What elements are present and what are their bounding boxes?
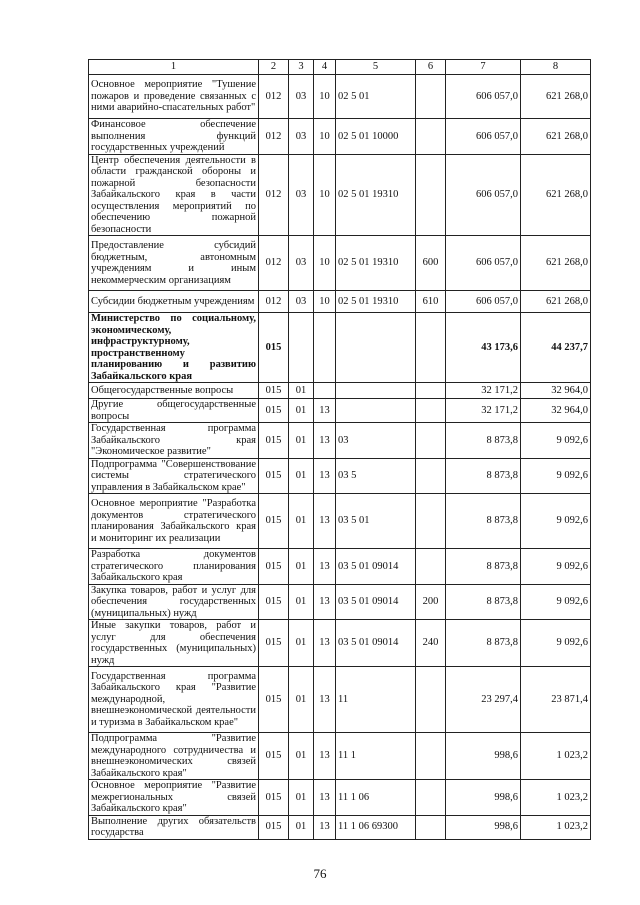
cell-section: 01 [289,494,314,549]
table-body [89,75,591,840]
cell-name: Основное мероприятие "Тушение пожаров и проведение связанных с ними аварийно-спасательных работ" [89,75,259,119]
header-row [89,60,591,75]
cell-section: 03 [289,291,314,313]
table-row [89,620,591,667]
cell-amount-2: 9 092,6 [521,458,591,494]
cell-name: Подпрограмма "Развитие международного сотрудничества и внешнеэкономических связей Забайкальского края" [89,733,259,780]
cell-amount-1: 606 057,0 [446,154,521,236]
cell-section: 01 [289,584,314,620]
cell-subsection: 13 [314,584,336,620]
table-row [89,423,591,459]
cell-subsection: 10 [314,154,336,236]
table-row [89,75,591,119]
cell-amount-1: 8 873,8 [446,584,521,620]
table-row [89,236,591,291]
cell-subsection: 13 [314,667,336,733]
cell-name: Разработка документов стратегического планирования Забайкальского края [89,549,259,585]
cell-subsection: 13 [314,620,336,667]
cell-admin-code: 012 [259,119,289,155]
cell-expense-type [416,549,446,585]
table-row [89,291,591,313]
table-row [89,549,591,585]
cell-name: Подпрограмма "Совершенствование системы стратегического управления в Забайкальском крае" [89,458,259,494]
table-row [89,667,591,733]
cell-section: 03 [289,119,314,155]
cell-section: 01 [289,780,314,816]
table-row [89,458,591,494]
cell-subsection: 13 [314,815,336,839]
cell-section: 01 [289,815,314,839]
table-row [89,154,591,236]
cell-expense-type [416,733,446,780]
cell-section: 01 [289,458,314,494]
cell-target-article [336,399,416,423]
cell-target-article: 11 1 06 69300 [336,815,416,839]
cell-target-article: 02 5 01 19310 [336,154,416,236]
cell-name: Другие общегосударственные вопросы [89,399,259,423]
table-row [89,313,591,383]
cell-section: 01 [289,733,314,780]
cell-subsection: 10 [314,291,336,313]
cell-expense-type [416,667,446,733]
cell-section: 03 [289,236,314,291]
cell-name: Закупка товаров, работ и услуг для обеспечения государственных (муниципальных) нужд [89,584,259,620]
cell-amount-1: 606 057,0 [446,75,521,119]
cell-admin-code: 015 [259,815,289,839]
cell-expense-type [416,458,446,494]
cell-target-article: 02 5 01 10000 [336,119,416,155]
cell-subsection: 13 [314,780,336,816]
cell-amount-2: 9 092,6 [521,549,591,585]
cell-target-article: 03 [336,423,416,459]
cell-target-article: 03 5 01 09014 [336,549,416,585]
cell-target-article: 03 5 [336,458,416,494]
cell-subsection [314,383,336,399]
cell-admin-code: 015 [259,780,289,816]
table-row [89,733,591,780]
cell-admin-code: 012 [259,236,289,291]
cell-subsection: 10 [314,236,336,291]
cell-name: Министерство по социальному, экономическому, инфраструктурному, пространственному планированию и развитию Забайкальского края [89,313,259,383]
cell-admin-code: 015 [259,383,289,399]
cell-name: Центр обеспечения деятельности в области гражданской обороны и пожарной безопасности Забайкальского края в части осуществления мероприятий по обеспечению пожарной безопасности [89,154,259,236]
cell-section: 03 [289,75,314,119]
cell-section [289,313,314,383]
cell-expense-type [416,383,446,399]
cell-target-article: 11 1 [336,733,416,780]
table-row [89,584,591,620]
cell-section: 03 [289,154,314,236]
cell-expense-type [416,423,446,459]
cell-section: 01 [289,549,314,585]
cell-admin-code: 015 [259,584,289,620]
cell-amount-2: 621 268,0 [521,236,591,291]
table-row [89,780,591,816]
cell-subsection: 13 [314,733,336,780]
cell-target-article: 11 1 06 [336,780,416,816]
cell-amount-2: 621 268,0 [521,119,591,155]
cell-expense-type: 600 [416,236,446,291]
cell-subsection: 13 [314,494,336,549]
cell-target-article: 03 5 01 [336,494,416,549]
cell-admin-code: 015 [259,458,289,494]
page-number: 76 [313,866,327,881]
cell-expense-type [416,313,446,383]
cell-name: Выполнение других обязательств государства [89,815,259,839]
cell-name: Государственная программа Забайкальского края "Развитие международной, внешнеэкономической деятельности и туризма в Забайкальском крае" [89,667,259,733]
cell-expense-type [416,780,446,816]
table-row [89,383,591,399]
cell-admin-code: 012 [259,75,289,119]
cell-admin-code: 015 [259,399,289,423]
cell-target-article: 03 5 01 09014 [336,620,416,667]
cell-admin-code: 015 [259,620,289,667]
cell-amount-2: 9 092,6 [521,584,591,620]
header-col-8: 8 [521,60,591,75]
cell-expense-type [416,399,446,423]
cell-admin-code: 015 [259,549,289,585]
cell-expense-type [416,494,446,549]
cell-amount-1: 43 173,6 [446,313,521,383]
cell-subsection: 10 [314,75,336,119]
cell-subsection [314,313,336,383]
cell-admin-code: 012 [259,291,289,313]
cell-amount-2: 1 023,2 [521,733,591,780]
cell-amount-1: 606 057,0 [446,119,521,155]
cell-amount-1: 606 057,0 [446,291,521,313]
cell-expense-type [416,119,446,155]
cell-expense-type [416,815,446,839]
table-row [89,494,591,549]
cell-amount-2: 9 092,6 [521,620,591,667]
cell-admin-code: 015 [259,494,289,549]
cell-name: Иные закупки товаров, работ и услуг для обеспечения государственных (муниципальных) нужд [89,620,259,667]
cell-target-article: 02 5 01 19310 [336,236,416,291]
cell-name: Основное мероприятие "Развитие межрегиональных связей Забайкальского края" [89,780,259,816]
cell-target-article: 03 5 01 09014 [336,584,416,620]
cell-amount-1: 8 873,8 [446,494,521,549]
cell-admin-code: 015 [259,667,289,733]
cell-subsection: 13 [314,399,336,423]
cell-amount-2: 1 023,2 [521,780,591,816]
cell-expense-type [416,154,446,236]
cell-target-article [336,313,416,383]
cell-expense-type [416,75,446,119]
cell-amount-1: 998,6 [446,815,521,839]
cell-target-article [336,383,416,399]
cell-amount-1: 32 171,2 [446,399,521,423]
cell-name: Государственная программа Забайкальского края "Экономическое развитие" [89,423,259,459]
cell-section: 01 [289,667,314,733]
cell-section: 01 [289,383,314,399]
cell-admin-code: 015 [259,423,289,459]
cell-amount-1: 8 873,8 [446,620,521,667]
cell-subsection: 10 [314,119,336,155]
cell-amount-2: 9 092,6 [521,423,591,459]
cell-name: Основное мероприятие "Разработка документов стратегического планирования Забайкальского края и мониторинг их реализации [89,494,259,549]
cell-amount-1: 8 873,8 [446,549,521,585]
cell-amount-2: 9 092,6 [521,494,591,549]
cell-amount-2: 621 268,0 [521,291,591,313]
cell-section: 01 [289,399,314,423]
cell-subsection: 13 [314,458,336,494]
cell-subsection: 13 [314,423,336,459]
cell-amount-1: 8 873,8 [446,458,521,494]
header-col-5: 5 [336,60,416,75]
cell-target-article: 02 5 01 19310 [336,291,416,313]
cell-expense-type: 240 [416,620,446,667]
cell-section: 01 [289,423,314,459]
table-row [89,815,591,839]
cell-expense-type: 200 [416,584,446,620]
cell-admin-code: 015 [259,733,289,780]
cell-amount-2: 23 871,4 [521,667,591,733]
table-row [89,399,591,423]
cell-name: Финансовое обеспечение выполнения функций государственных учреждений [89,119,259,155]
header-col-2: 2 [259,60,289,75]
cell-name: Субсидии бюджетным учреждениям [89,291,259,313]
table-row [89,119,591,155]
cell-amount-1: 998,6 [446,733,521,780]
cell-subsection: 13 [314,549,336,585]
budget-table [88,59,591,840]
header-col-7: 7 [446,60,521,75]
cell-amount-2: 32 964,0 [521,383,591,399]
cell-admin-code: 015 [259,313,289,383]
cell-target-article: 02 5 01 [336,75,416,119]
cell-amount-1: 23 297,4 [446,667,521,733]
cell-name: Предоставление субсидий бюджетным, автономным учреждениям и иным некоммерческим организациям [89,236,259,291]
cell-amount-2: 1 023,2 [521,815,591,839]
header-col-6: 6 [416,60,446,75]
cell-amount-2: 621 268,0 [521,154,591,236]
cell-name: Общегосударственные вопросы [89,383,259,399]
cell-section: 01 [289,620,314,667]
cell-admin-code: 012 [259,154,289,236]
header-col-1: 1 [89,60,259,75]
cell-amount-1: 998,6 [446,780,521,816]
cell-target-article: 11 [336,667,416,733]
cell-amount-1: 8 873,8 [446,423,521,459]
cell-amount-1: 32 171,2 [446,383,521,399]
cell-expense-type: 610 [416,291,446,313]
header-col-4: 4 [314,60,336,75]
cell-amount-2: 44 237,7 [521,313,591,383]
cell-amount-2: 621 268,0 [521,75,591,119]
cell-amount-2: 32 964,0 [521,399,591,423]
cell-amount-1: 606 057,0 [446,236,521,291]
header-col-3: 3 [289,60,314,75]
